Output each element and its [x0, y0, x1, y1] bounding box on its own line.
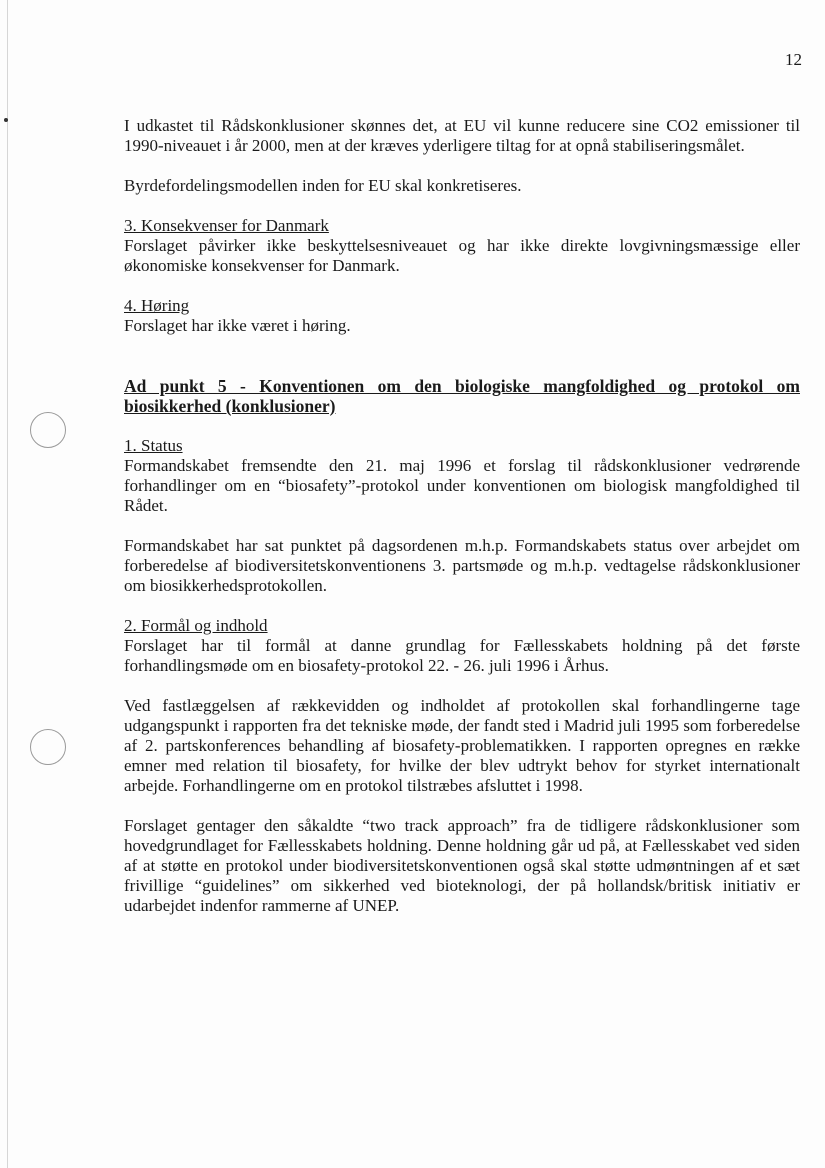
- heading-formal: 2. Formål og indhold: [124, 616, 268, 635]
- section-konsekvenser: [124, 216, 800, 276]
- paragraph-two-track: Forslaget gentager den såkaldte “two track approach” fra de tidligere rådskonklusioner som hovedgrundlaget for Fællesskabets holdning. Denne holdning går ud på, at Fællesskabet ved siden af at støtte en protokol under biodiversitetskonventionen også skal støtte udmøntningen af et sæt frivillige “guidelines” om sikkerhed ved bioteknologi, der på hollandsk/britisk initiativ er udarbejdet indenfor rammerne af UNEP.: [124, 816, 800, 915]
- section-formal: [124, 616, 800, 676]
- heading-status: 1. Status: [124, 436, 183, 455]
- paragraph-forhandlinger: Ved fastlæggelsen af rækkevidden og indholdet af protokollen skal forhandlingerne tage udgangspunkt i rapporten fra det tekniske møde, der fandt sted i Madrid juli 1995 som forberedelse af 2. partskonferences behandling af biosafety-problematikken. I rapporten opregnes en række emner med relation til biosafety, for hvilke der blev udtrykt behov for styrket internationalt arbejde. Forhandlingerne om en protokol tilstræbes afsluttet i 1998.: [124, 696, 800, 795]
- section-title-block: [124, 376, 800, 416]
- section-horing: [124, 296, 800, 336]
- page-number: 12: [785, 50, 802, 69]
- paragraph-status: Formandskabet fremsendte den 21. maj 1996 et forslag til rådskonklusioner vedrørende forhandlinger om en “biosafety”-protokol under konventionen om biologisk mangfoldighed til Rådet.: [124, 456, 800, 515]
- paragraph-dagsorden: Formandskabet har sat punktet på dagsordenen m.h.p. Formandskabets status over arbejdet om forberedelse af biodiversitetskonventionens 3. partsmøde og m.h.p. vedtagelse rådskonklusioner om biosikkerhedsprotokollen.: [124, 536, 800, 595]
- scan-edge-line: [7, 0, 8, 1168]
- section-title: Ad punkt 5 - Konventionen om den biologiske mangfoldighed og protokol om biosikkerhed (konklusioner): [124, 376, 800, 416]
- paragraph-konsekvenser: Forslaget påvirker ikke beskyttelsesniveauet og har ikke direkte lovgivningsmæssige eller økonomiske konsekvenser for Danmark.: [124, 236, 800, 275]
- paragraph-co2: I udkastet til Rådskonklusioner skønnes det, at EU vil kunne reducere sine CO2 emissioner til 1990-niveauet i år 2000, men at der kræves yderligere tiltag for at opnå stabiliseringsmålet.: [124, 116, 800, 155]
- scan-mark: [4, 118, 8, 122]
- paragraph-block: [124, 176, 800, 196]
- section-status: [124, 436, 800, 516]
- paragraph-byrdefordeling: Byrdefordelingsmodellen inden for EU skal konkretiseres.: [124, 176, 522, 195]
- document-body: [124, 116, 800, 936]
- paragraph-block: [124, 536, 800, 596]
- punch-hole-bottom: [30, 729, 66, 765]
- paragraph-block: [124, 816, 800, 916]
- heading-horing: 4. Høring: [124, 296, 190, 315]
- heading-konsekvenser: 3. Konsekvenser for Danmark: [124, 216, 329, 235]
- paragraph-horing: Forslaget har ikke været i høring.: [124, 316, 351, 335]
- paragraph-block: [124, 116, 800, 156]
- paragraph-block: [124, 696, 800, 796]
- paragraph-formal: Forslaget har til formål at danne grundlag for Fællesskabets holdning på det første forhandlingsmøde om en biosafety-protokol 22. - 26. juli 1996 i Århus.: [124, 636, 800, 675]
- punch-hole-top: [30, 412, 66, 448]
